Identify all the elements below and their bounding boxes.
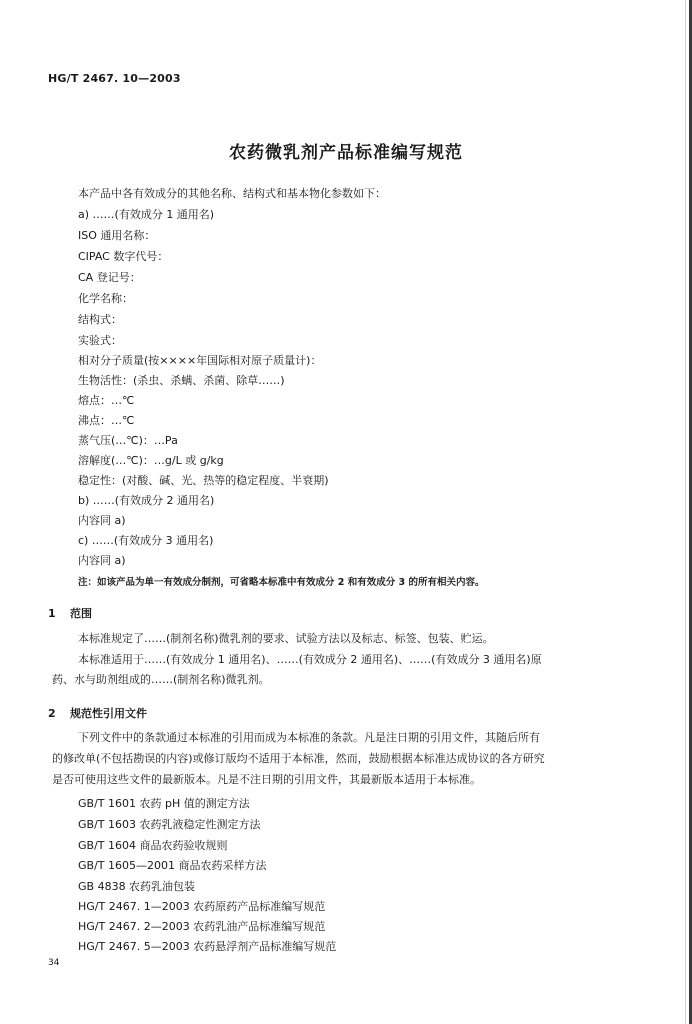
intro-line: CIPAC 数字代号： (78, 250, 169, 263)
section-heading-scope (48, 605, 92, 621)
intro-line: 内容同 a) (78, 554, 126, 567)
intro-line: 结构式： (78, 313, 122, 326)
intro-line: 蒸气压(…℃)：…Pa (78, 434, 178, 447)
section-heading-normative-references (48, 705, 147, 721)
intro-line: 本产品中各有效成分的其他名称、结构式和基本物化参数如下： (78, 187, 386, 200)
intro-line: ISO 通用名称： (78, 229, 156, 242)
intro-line: 稳定性：(对酸、碱、光、热等的稳定程度、半衰期) (78, 474, 329, 487)
scope-paragraph-continued: 药、水与助剂组成的……(制剂名称)微乳剂。 (52, 673, 270, 686)
intro-line: 化学名称： (78, 292, 133, 305)
reference-item: GB/T 1605—2001 商品农药采样方法 (78, 859, 267, 872)
intro-line: 溶解度(…℃)：…g/L 或 g/kg (78, 454, 224, 467)
reference-item: HG/T 2467. 5—2003 农药悬浮剂产品标准编写规范 (78, 940, 337, 953)
section-title: 规范性引用文件 (70, 707, 147, 720)
document-title: 农药微乳剂产品标准编写规范 (229, 143, 463, 163)
reference-item: GB/T 1603 农药乳液稳定性测定方法 (78, 818, 261, 831)
intro-line: b) ……(有效成分 2 通用名) (78, 494, 215, 507)
references-paragraph-continued: 是否可使用这些文件的最新版本。凡是不注日期的引用文件，其最新版本适用于本标准。 (52, 773, 481, 786)
section-title: 范围 (70, 607, 92, 620)
section-number: 2 (48, 707, 56, 720)
reference-item: HG/T 2467. 1—2003 农药原药产品标准编写规范 (78, 900, 326, 913)
scope-paragraph: 本标准适用于……(有效成分 1 通用名)、……(有效成分 2 通用名)、……(有效成分 3 通用名)原 (78, 653, 542, 666)
references-paragraph: 下列文件中的条款通过本标准的引用而成为本标准的条款。凡是注日期的引用文件，其随后所有 (78, 731, 540, 744)
intro-line: 生物活性：(杀虫、杀螨、杀菌、除草……) (78, 374, 285, 387)
reference-item: GB/T 1601 农药 pH 值的测定方法 (78, 797, 250, 810)
intro-line: a) ……(有效成分 1 通用名) (78, 208, 215, 221)
reference-item: GB/T 1604 商品农药验收规则 (78, 839, 228, 852)
reference-item: GB 4838 农药乳油包装 (78, 880, 196, 893)
section-number: 1 (48, 607, 56, 620)
reference-item: HG/T 2467. 2—2003 农药乳油产品标准编写规范 (78, 920, 326, 933)
intro-line: 内容同 a) (78, 514, 126, 527)
intro-line: 实验式： (78, 334, 122, 347)
references-paragraph-continued: 的修改单(不包括勘误的内容)或修订版均不适用于本标准，然而，鼓励根据本标准达成协议的各方研究 (52, 752, 545, 765)
intro-line: c) ……(有效成分 3 通用名) (78, 534, 214, 547)
scope-paragraph: 本标准规定了……(制剂名称)微乳剂的要求、试验方法以及标志、标签、包装、贮运。 (78, 632, 494, 645)
intro-line: CA 登记号： (78, 271, 141, 284)
intro-note: 注：如该产品为单一有效成分制剂，可省略本标准中有效成分 2 和有效成分 3 的所有相关内容。 (78, 577, 485, 588)
intro-line: 熔点：…℃ (78, 394, 135, 407)
standard-code: HG/T 2467. 10—2003 (48, 72, 181, 85)
intro-line: 沸点：…℃ (78, 414, 135, 427)
intro-line: 相对分子质量(按××××年国际相对原子质量计)： (78, 354, 322, 367)
page-number: 34 (48, 958, 60, 968)
